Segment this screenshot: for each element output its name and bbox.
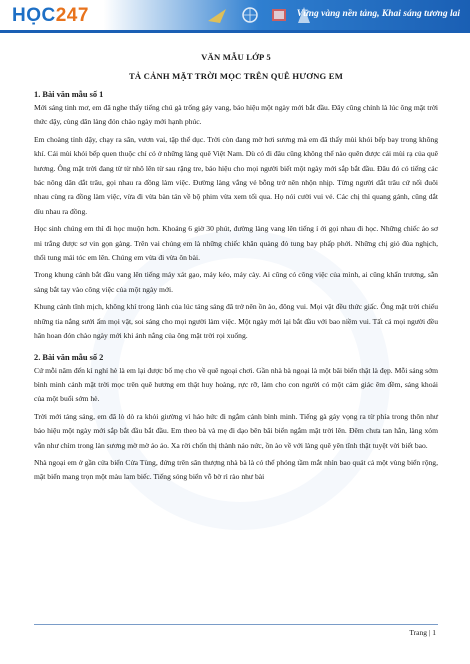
- paragraph: Cứ mỗi năm đến kì nghỉ hè là em lại được bố mẹ cho về quê ngoại chơi. Gần nhà bà ngoại là một bãi biển thật là đẹp. Mỗi sáng sớm bình minh cảnh mặt trời mọc trên quê hương em thật huy hoàng, rực rỡ, làm cho con người có một cảm giác êm đềm, sảng khoái của một buổi sớm hè.: [34, 365, 438, 404]
- document-title: VĂN MẪU LỚP 5: [201, 52, 271, 62]
- section-heading-1: 1. Bài văn mẫu số 1: [34, 90, 104, 99]
- paragraph: Học sinh chúng em thì đi học muộn hơn. Khoảng 6 giờ 30 phút, đường làng vang lên tiếng í ới gọi nhau đi học. Những chiếc áo sơ mi trắng được sơ vin gọn gàng. Trên vai chúng em là những chiếc khăn quàng đỏ tung bay phấp phới. Những chị giỏ đùa nghịch, thổi tung mái tóc em lên. Chúng em vừa đi vừa ôn bài.: [34, 224, 438, 263]
- footer-divider: [34, 624, 438, 625]
- header-divider: [0, 30, 470, 33]
- paper-plane-icon: [208, 9, 226, 23]
- logo-text: HỌC: [12, 5, 56, 26]
- paragraph: Mới sáng tinh mơ, em đã nghe thấy tiếng chú gà trống gáy vang, báo hiệu một ngày mới bắt đầu. Đây cũng chính là lúc ông mặt trời thức dậy, cùng dân làng đón chào ngày mới hạnh phúc.: [34, 103, 438, 127]
- header-slogan: Vững vàng nền tảng, Khai sáng tương lai: [296, 9, 460, 19]
- site-logo[interactable]: [12, 5, 89, 27]
- page-header: [0, 0, 470, 34]
- paragraph: Em choàng tỉnh dậy, chạy ra sân, vươn vai, tập thể dục. Trời còn đang mờ hơi sương mà em đã thấy mùi khói bếp bay trong không khí. Cái mùi khói bếp quen thuộc chỉ có ở những làng quê Việt Nam. Dù có đi đâu cũng không thể nào quên được cái mùi rạ của quê hương. Ông mặt trời đang từ từ nhô lên từ sau rặng tre, báo hiệu cho mọi người biết một ngày mới sắp bắt đầu. Đâu đó có tiếng các bác nông dân dắt trâu, gọi nhau ra đồng làm việc. Đường làng vắng vẻ bỗng trở nên nhộn nhịp. Từng người dắt trâu cứ nối đuôi nhau cùng ra đồng làm việc, vừa đi vừa bàn tán về bộ phim vừa xem tối qua. Họ nói cười vui vẻ. Các chị thì quang gánh, cũng dắt díu nhau ra đồng.: [34, 134, 438, 216]
- paragraph: Nhà ngoại em ở gần cửa biển Cửa Tùng, đứng trên sân thượng nhà bà là có thể phóng tầm mắt nhìn bao quát cả một vùng biển rộng, mặt biển mang trọn một màu lam biếc. Tiếng sóng biển vỗ bờ rì rào như bài: [34, 457, 438, 482]
- document-subtitle: TẢ CẢNH MẶT TRỜI MỌC TRÊN QUÊ HƯƠNG EM: [128, 71, 344, 81]
- paragraph: Trong khung cảnh bắt đầu vang lên tiếng máy xát gạo, máy kéo, máy cày. Ai cũng có công việc của mình, ai cũng khẩn trương, sẵn sàng bắt tay vào công việc của một ngày mới.: [34, 270, 438, 294]
- section-heading-2: 2. Bài văn mẫu số 2: [34, 352, 104, 362]
- page-number: Trang | 1: [409, 628, 436, 637]
- logo-number: 247: [55, 5, 89, 26]
- paragraph: Trời mới tảng sáng, em đã lò dò ra khỏi giường vì háo hức đi ngắm cảnh bình minh. Tiếng gà gáy vọng ra từ phía trong thôn như báo hiệu một ngày mới sắp bắt đầu bắt đầu. Em theo bà và mẹ đi dạo bên bãi biển ngắm mặt trời lên. Đêm chưa tan hẳn, làng xóm vẫn như chìm trong làn sương mờ mờ ảo ảo. Xa rời chốn thị thành náo nức, ồn ào về với làng quê yên tĩnh thật tuyệt vời biết bao.: [34, 411, 438, 450]
- document-body: [34, 44, 438, 488]
- paragraph: Khung cảnh tĩnh mịch, không khí trong lành của lúc tảng sáng đã trở nên ồn ào, đông vui. Mọi vật đều thức giấc. Ông mặt trời chiếu những tia nắng sưởi ấm mọi vật, soi sáng cho mọi người làm việc. Một ngày mới lại bắt đầu với bao niềm vui. Tất cả mọi người đều hân hoan đón chào ngày mới khi ánh nắng của ông mặt trời rọi xuống.: [34, 302, 438, 341]
